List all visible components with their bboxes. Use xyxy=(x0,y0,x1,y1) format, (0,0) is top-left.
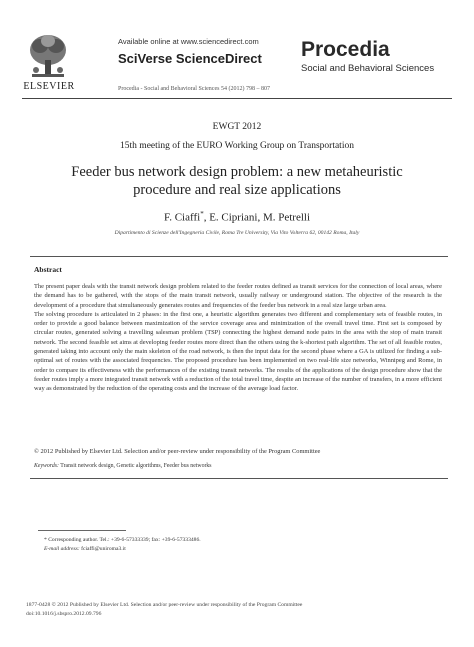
paper-title-line-1: Feeder bus network design problem: a new metaheuristic xyxy=(71,164,403,180)
email-label: E-mail address: xyxy=(44,546,80,552)
author-ciaffi: F. Ciaffi xyxy=(163,211,201,224)
issn-copyright-line: 1877-0428 © 2012 Published by Elsevier Ltd. Selection and/or peer-review under responsibility of the Program Committee xyxy=(26,602,303,608)
abstract-divider-top xyxy=(30,256,448,257)
sciverse-sciencedirect-title: SciVerse ScienceDirect xyxy=(118,51,262,66)
abstract-heading: Abstract xyxy=(34,265,62,274)
keywords-list: Transit network design, Genetic algorithms, Feeder bus networks xyxy=(60,463,212,469)
elsevier-wordmark: ELSEVIER xyxy=(23,81,75,92)
procedia-subtitle: Social and Behavioral Sciences xyxy=(301,63,435,74)
journal-citation: Procedia - Social and Behavioral Sciences 54 (2012) 798 – 807 xyxy=(118,86,270,92)
corresponding-author-mark: * xyxy=(200,210,204,218)
footnote-rule xyxy=(38,530,126,531)
abstract-divider-bottom xyxy=(30,478,448,479)
keywords-label: Keywords: xyxy=(34,463,59,469)
email-footnote xyxy=(44,546,126,552)
conference-meeting: 15th meeting of the EURO Working Group on Transportation xyxy=(120,141,354,151)
abstract-body xyxy=(34,282,442,394)
email-address[interactable]: fciaffi@uniroma3.it xyxy=(81,546,126,552)
elsevier-tree-logo xyxy=(26,32,70,80)
available-online-text[interactable]: Available online at www.sciencedirect.com xyxy=(118,37,259,46)
procedia-journal-brand xyxy=(301,39,449,87)
abstract-paragraph-2: The solving procedure is articulated in 2 phases: in the first one, a heuristic algorithm generates two different and complementary sets of feasible routes, in order to provide a good balance between maximization of the service coverage area and minimization of the overall travel time. First set is composed by circular routes, generated solving a travelling salesman problem (TSP) connecting the highest demand node pairs in the area with the stop of main transit network. The second feasible set aims at developing feeder routes more direct than the others using the k-shortest path algorithm. The set of all feasible routes, generated taking into account only the main skeleton of the road network, is then the input data for the second phase where a GA is utilized for finding a sub-optimal set of routes with the associated frequencies. The proposed procedure has been implemented on two real-life size networks, Winnipeg and Rome, in order to compare its effectiveness with the performances of the existing transit networks. The results of the applications of the design procedure show that the feeder routes imply a more integrated transit network with a reduction of the total travel time, despite an increase of the number of transfers, in a more efficient way as demonstrated by the reduction of the operating costs and the increase of the average load factor. xyxy=(34,310,442,393)
copyright-notice: © 2012 Published by Elsevier Ltd. Selection and/or peer-review under responsibility of the Program Committee xyxy=(34,448,321,455)
abstract-paragraph-1: The present paper deals with the transit network design problem related to the feeder routes defined as transit services for the connection of local areas, where the demand has to be gathered, with the stops of the main transit network, usually railway or underground station. The objective of the research is the development of a procedure that simultaneously generates routes and frequencies of the feeder bus network in a real size large urban area. xyxy=(34,283,442,309)
affiliation: Dipartimento di Scienze dell'Ingegneria Civile, Roma Tre University, Via Vito Volterra 62, 00142 Roma, Italy xyxy=(114,230,360,236)
authors xyxy=(0,210,474,224)
paper-title-line-2: procedure and real size applications xyxy=(133,182,341,198)
paper-title xyxy=(0,163,474,199)
other-authors: , E. Cipriani, M. Petrelli xyxy=(203,211,311,224)
doi-line[interactable]: doi:10.1016/j.sbspro.2012.09.796 xyxy=(26,611,102,617)
corresponding-author-footnote: * Corresponding author. Tel.: +39-6-57333339; fax: +39-6-57333486. xyxy=(44,537,201,543)
keywords-line xyxy=(34,463,212,469)
conference-name: EWGT 2012 xyxy=(212,122,262,132)
header-divider xyxy=(22,98,452,99)
procedia-title: Procedia xyxy=(301,38,390,61)
